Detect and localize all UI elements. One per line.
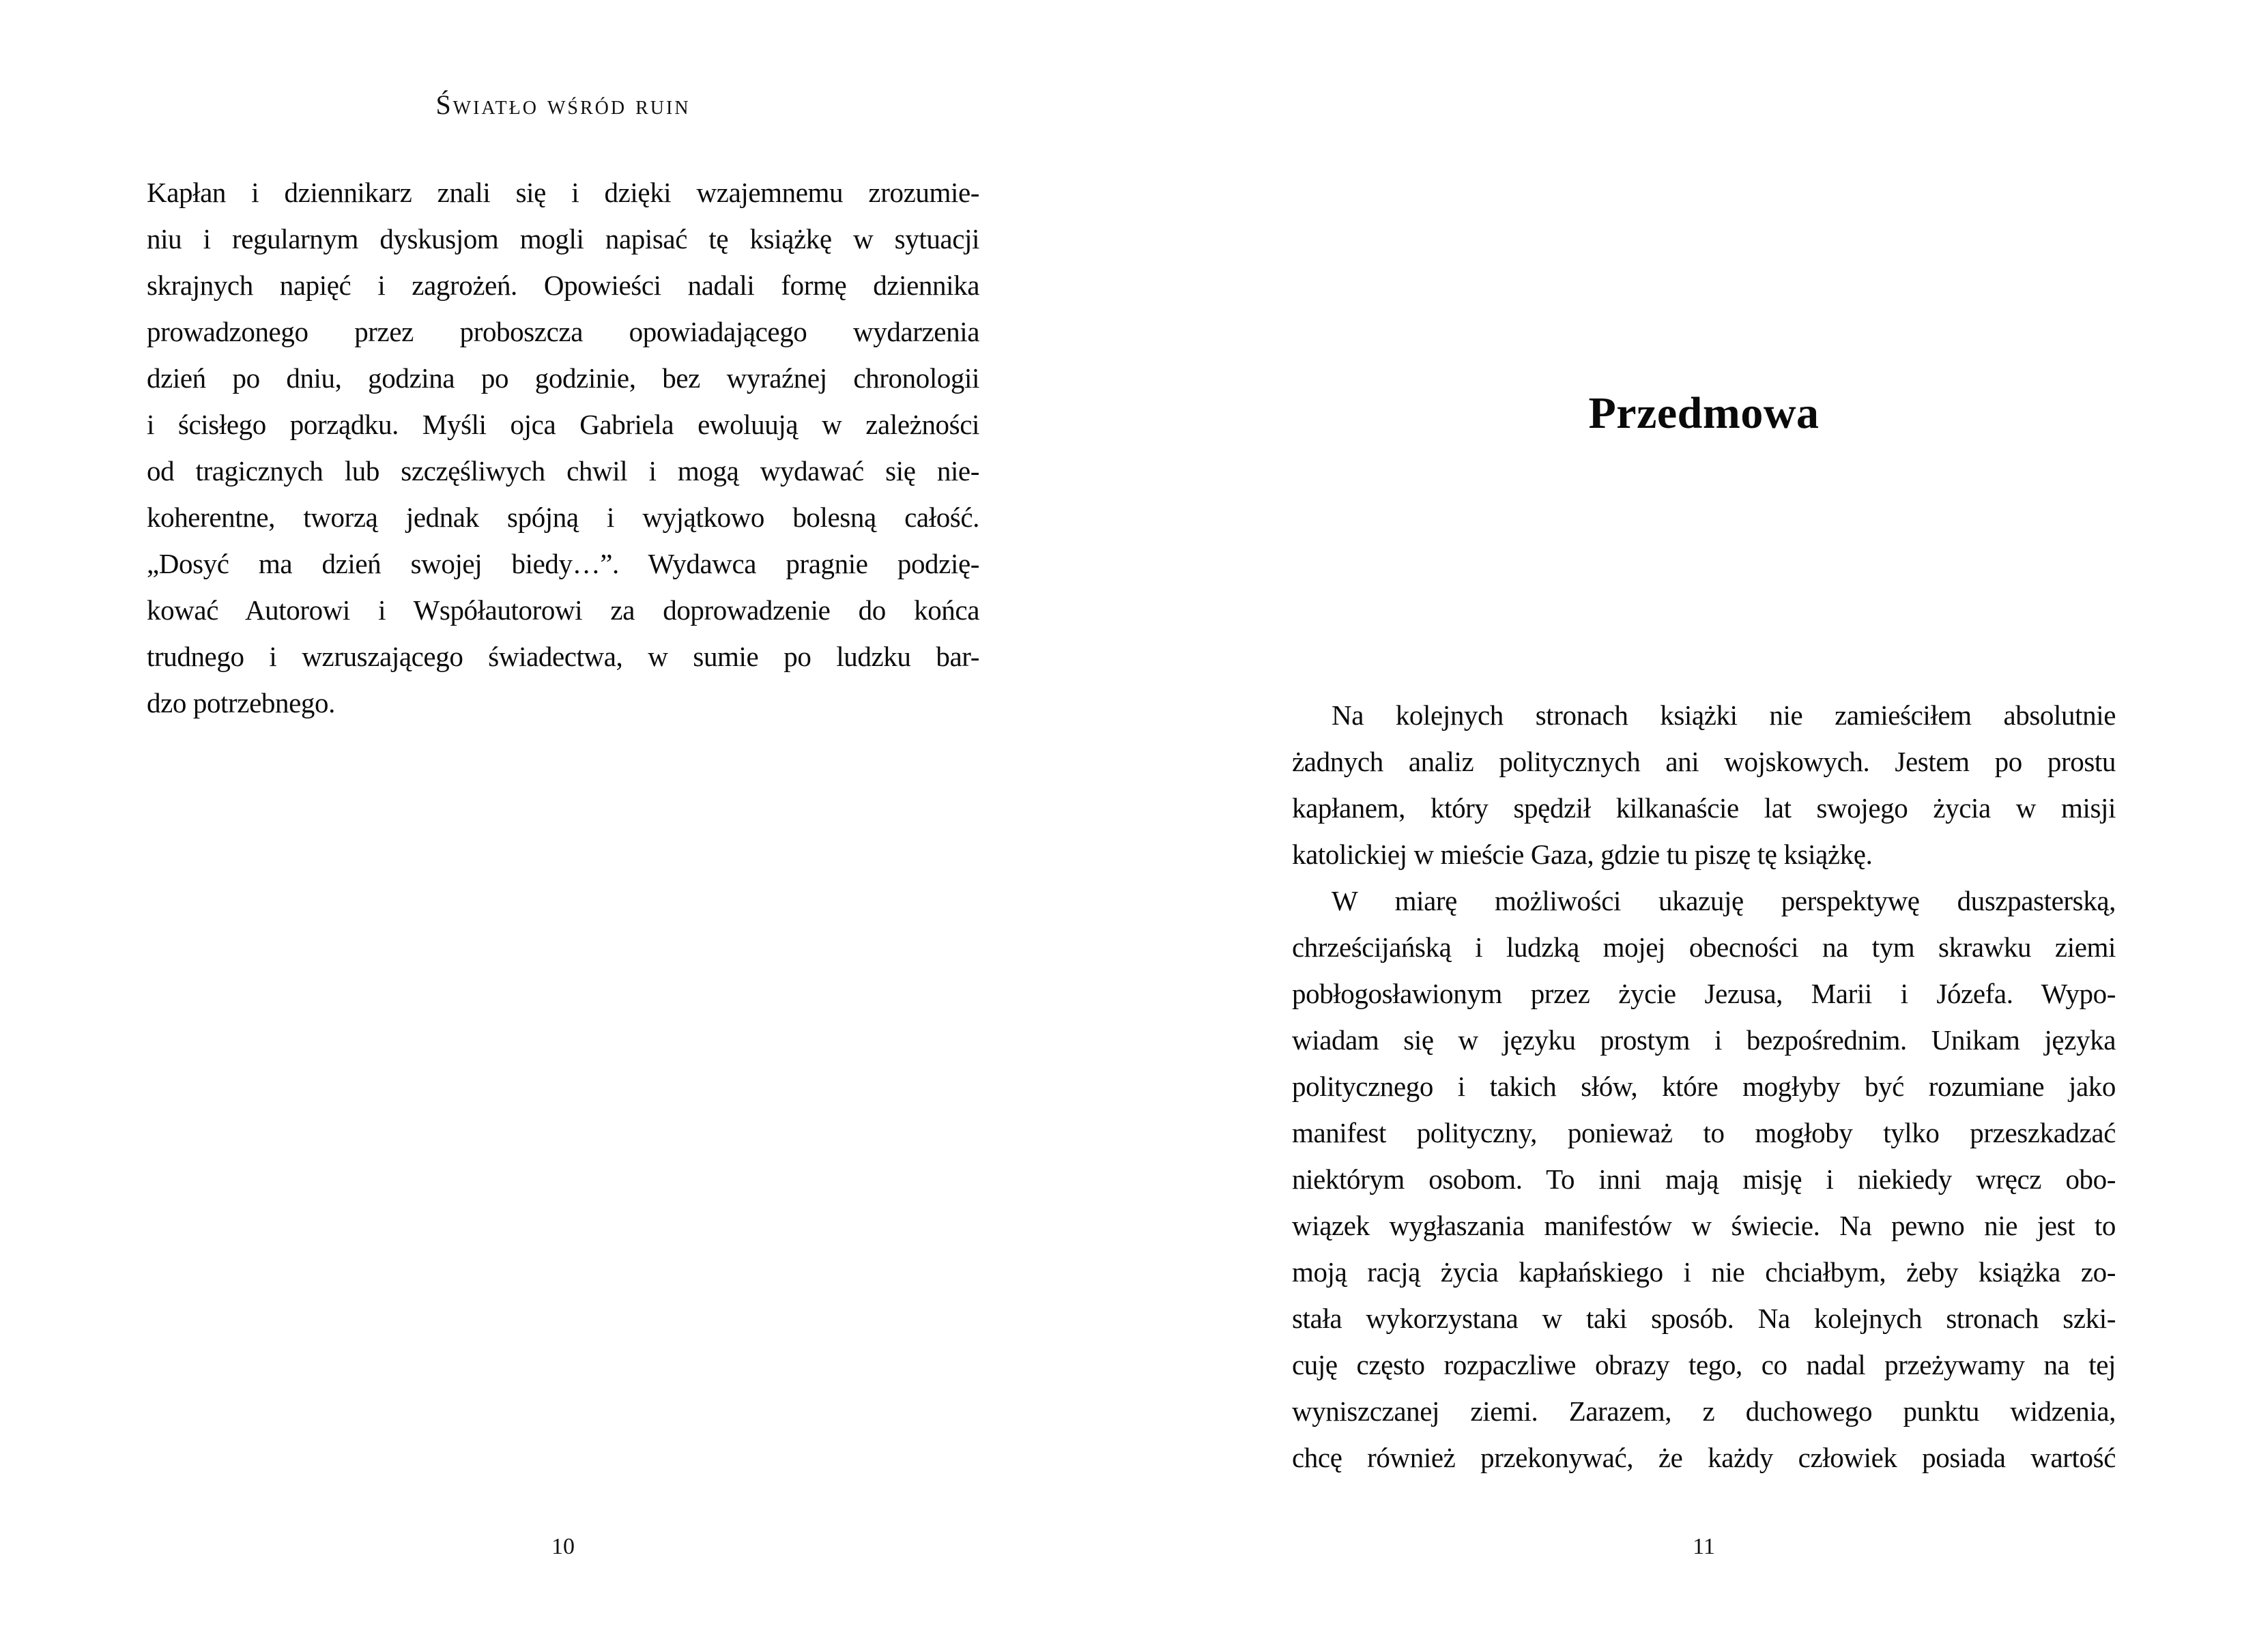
text-line: dzo potrzebnego.: [147, 687, 335, 719]
text-line: Kapłan i dziennikarz znali się i dzięki wzajemnemu zrozumie-: [147, 177, 979, 208]
page-number-left: 10: [551, 1534, 575, 1559]
text-line: manifest polityczny, ponieważ to mogłoby tylko przeszkadzać: [1292, 1117, 2116, 1148]
text-line: „Dosyć ma dzień swojej biedy…”. Wydawca pragnie podzię-: [147, 548, 979, 579]
text-line: i ścisłego porządku. Myśli ojca Gabriela ewoluują w zależności: [147, 409, 979, 440]
text-line: katolickiej w mieście Gaza, gdzie tu piszę tę książkę.: [1292, 839, 1873, 870]
text-line: wiązek wygłaszania manifestów w świecie. Na pewno nie jest to: [1292, 1210, 2116, 1241]
text-line: żadnych analiz politycznych ani wojskowych. Jestem po prostu: [1292, 746, 2116, 777]
text-line: kapłanem, który spędził kilkanaście lat swojego życia w misji: [1292, 792, 2116, 824]
text-line: Na kolejnych stronach książki nie zamieściłem absolutnie: [1332, 699, 2116, 731]
text-line: W miarę możliwości ukazuję perspektywę duszpasterską,: [1332, 885, 2116, 916]
text-line: prowadzonego przez proboszcza opowiadającego wydarzenia: [147, 316, 979, 347]
text-line: chrześcijańską i ludzką mojej obecności na tym skrawku ziemi: [1292, 931, 2116, 963]
text-line: chcę również przekonywać, że każdy człowiek posiada wartość: [1292, 1442, 2116, 1473]
text-line: niu i regularnym dyskusjom mogli napisać tę książkę w sytuacji: [147, 223, 979, 255]
text-line: stała wykorzystana w taki sposób. Na kolejnych stronach szki-: [1292, 1303, 2116, 1334]
text-line: pobłogosławionym przez życie Jezusa, Marii i Józefa. Wypo-: [1292, 978, 2116, 1009]
text-line: wyniszczanej ziemi. Zarazem, z duchowego punktu widzenia,: [1292, 1395, 2116, 1427]
left-text-block: [147, 169, 979, 726]
text-line: dzień po dniu, godzina po godzinie, bez wyraźnej chronologii: [147, 362, 979, 394]
text-line: cuję często rozpaczliwe obrazy tego, co nadal przeżywamy na tej: [1292, 1349, 2116, 1380]
text-line: skrajnych napięć i zagrożeń. Opowieści nadali formę dziennika: [147, 270, 979, 301]
page-left: [147, 0, 979, 1652]
right-text-block: [1292, 692, 2116, 1481]
text-line: politycznego i takich słów, które mogłyby być rozumiane jako: [1292, 1071, 2116, 1102]
text-line: od tragicznych lub szczęśliwych chwil i mogą wydawać się nie-: [147, 455, 979, 487]
text-line: niektórym osobom. To inni mają misję i niekiedy wręcz obo-: [1292, 1163, 2116, 1195]
text-line: moją racją życia kapłańskiego i nie chciałbym, żeby książka zo-: [1292, 1256, 2116, 1288]
text-line: koherentne, tworzą jednak spójną i wyjątkowo bolesną całość.: [147, 502, 979, 533]
text-line: kować Autorowi i Współautorowi za doprowadzenie do końca: [147, 594, 979, 626]
chapter-title: Przedmowa: [1588, 388, 1820, 438]
running-header: Światło wśród ruin: [435, 89, 691, 120]
page-number-right: 11: [1693, 1534, 1715, 1559]
page-right: [1292, 0, 2116, 1652]
text-line: wiadam się w języku prostym i bezpośrednim. Unikam języka: [1292, 1024, 2116, 1056]
text-line: trudnego i wzruszającego świadectwa, w sumie po ludzku bar-: [147, 641, 979, 672]
